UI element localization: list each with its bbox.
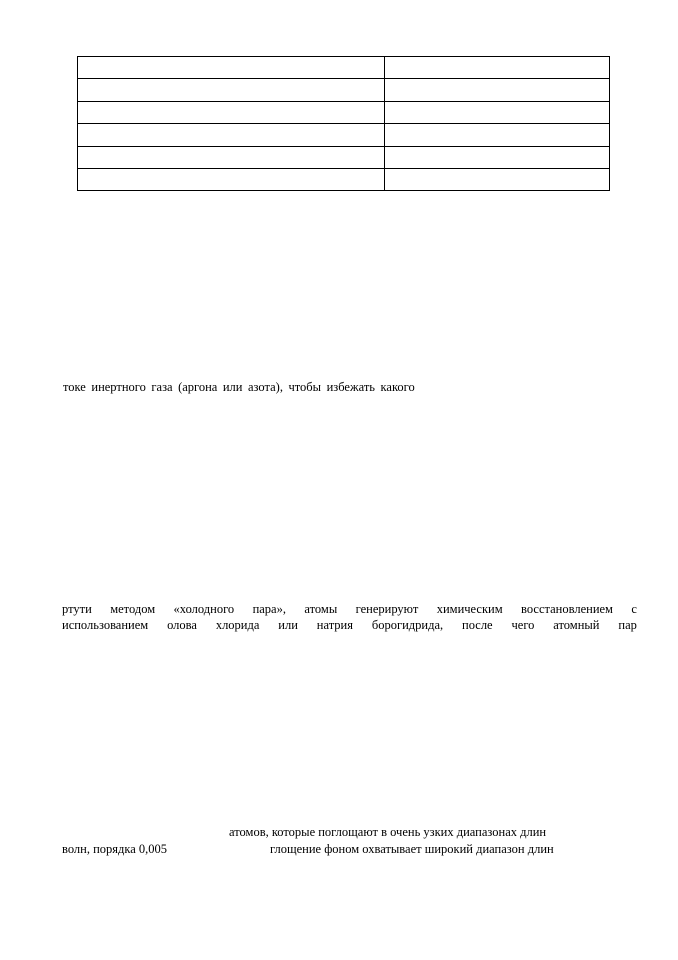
table-cell	[385, 79, 610, 101]
word: борогидрида,	[371, 618, 444, 632]
word: пар	[618, 618, 637, 632]
table-cell	[78, 124, 385, 146]
table-row	[78, 79, 610, 101]
table-cell	[78, 57, 385, 79]
table-cell	[385, 146, 610, 168]
word: ртути	[62, 602, 92, 616]
table-cell	[78, 146, 385, 168]
word: чего	[511, 618, 535, 632]
table-cell	[385, 57, 610, 79]
table-cell	[78, 168, 385, 190]
table-row	[78, 57, 610, 79]
text-line-tin-chloride	[62, 618, 637, 633]
word: после	[462, 618, 493, 632]
empty-table	[77, 56, 610, 191]
table-cell	[78, 79, 385, 101]
word: восстановлением	[521, 602, 613, 616]
word: химическим	[436, 602, 503, 616]
word: методом	[110, 602, 156, 616]
table-row	[78, 124, 610, 146]
table-row	[78, 146, 610, 168]
word: с	[631, 602, 637, 616]
word: натрия	[316, 618, 353, 632]
word: атомный	[553, 618, 600, 632]
table-row	[78, 101, 610, 123]
word: использованием	[62, 618, 149, 632]
table-cell	[78, 101, 385, 123]
word: или	[278, 618, 298, 632]
word: олова	[167, 618, 197, 632]
text-line-inert-gas: токе инертного газа (аргона или азота), чтобы избежать какого	[63, 380, 415, 394]
table-cell	[385, 168, 610, 190]
text-line-atoms-absorb: атомов, которые поглощают в очень узких диапазонах длин	[229, 825, 547, 839]
word: пара»,	[252, 602, 286, 616]
word: хлорида	[215, 618, 260, 632]
text-line-mercury-cold-vapor	[62, 602, 637, 617]
word: генерируют	[355, 602, 419, 616]
word: атомы	[304, 602, 338, 616]
text-line-wavelength-order: волн, порядка 0,005	[62, 842, 168, 856]
table-cell	[385, 124, 610, 146]
table-row	[78, 168, 610, 190]
text-line-background-absorption: глощение фоном охватывает широкий диапазон длин	[270, 842, 554, 856]
word: «холодного	[173, 602, 235, 616]
table-cell	[385, 101, 610, 123]
